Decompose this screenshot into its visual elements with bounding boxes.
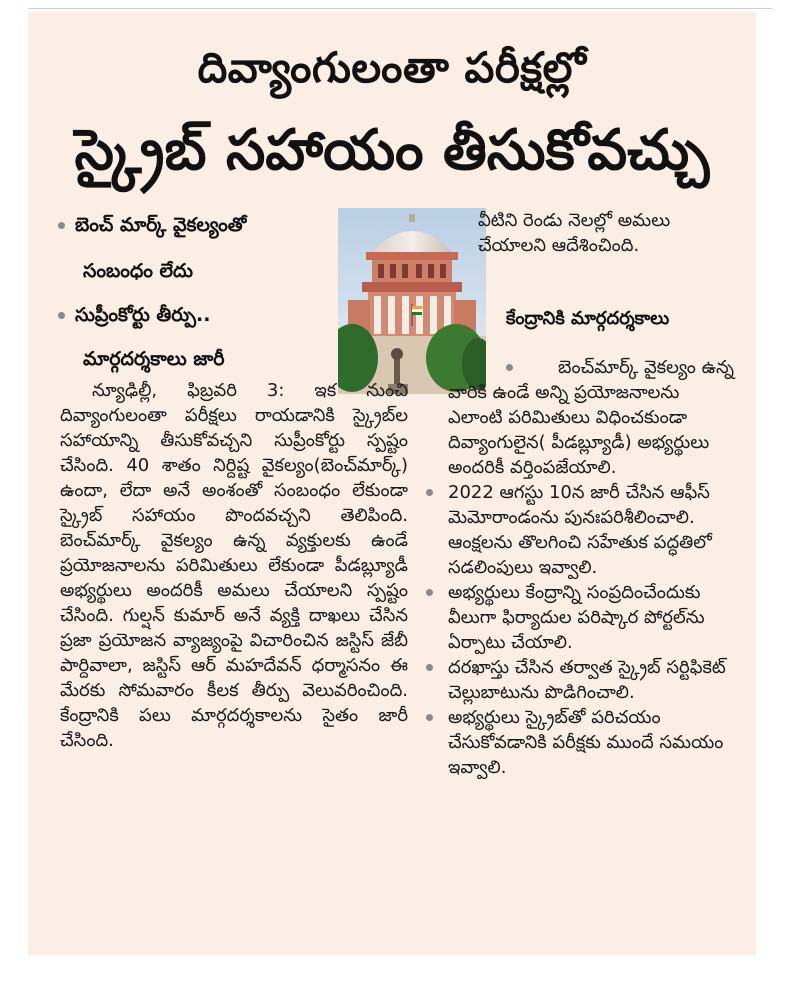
highlight-2: [58, 302, 210, 328]
bullet-icon: [58, 222, 65, 229]
guidelines-list: [414, 355, 736, 780]
body-paragraph: న్యూఢిల్లీ, ఫిబ్రవరి 3: ఇక నుంచి దివ్యాంగులంతా పరీక్షలు రాయడానికి స్క్రైబ్‌ల సహాయాన్ని తీసుకోవచ్చని సుప్రీంకోర్టు స్పష్టం చేసింది. 40 శాతం నిర్దిష్ట వైకల్యం(బెంచ్‌మార్క్) ఉందా, లేదా అనే అంశంతో సంబంధం లేకుండా స్క్రైబ్ సహాయం పొందవచ్చని తెలిపింది. బెంచ్‌మార్క్ వైకల్యం ఉన్న వ్యక్తులకు ఉండే ప్రయోజనాలను పరిమితులు లేకుండా పీడబ్ల్యూడీ అభ్యర్థులు అందరికీ అమలు చేయాలని స్పష్టం చేసింది. గుల్షన్ కుమార్ అనే వ్యక్తి దాఖలు చేసిన ప్రజా ప్రయోజన వ్యాజ్యంపై విచారించిన జస్టిస్ జేబీ పార్దివాలా, జస్టిస్ ఆర్ మహదేవన్ ధర్మాసనం ఈ మేరకు సోమవారం కీలక తీర్పు వెలువరించింది. కేంద్రానికి పలు మార్గదర్శకాలను సైతం జారీ చేసింది.: [60, 380, 408, 751]
top-rule: [28, 8, 772, 9]
highlight-2-text: సుప్రీంకోర్టు తీర్పు..: [75, 304, 211, 326]
main-body-column: [60, 378, 408, 753]
headline-line-2: స్క్రైబ్ సహాయం తీసుకోవచ్చు: [74, 118, 710, 183]
guideline-item: [414, 580, 736, 655]
guideline-item: [414, 655, 736, 705]
news-article: [28, 12, 756, 955]
bullet-icon: [58, 312, 65, 319]
guideline-text: 2022 ఆగస్టు 10న జారీ చేసిన ఆఫీస్ మెమోరాండంను పునఃపరిశీలించాలి. ఆంక్షలను తొలగించి సహేతుక పద్ధతిలో సడలింపులు ఇవ్వాలి.: [448, 482, 712, 578]
guideline-text: అభ్యర్థులు కేంద్రాన్ని సంప్రదించేందుకు వీలుగా ఫిర్యాదుల పరిష్కార పోర్టల్‌ను ఏర్పాటు చేయాలి.: [448, 582, 705, 653]
intro-paragraph: వీటిని రెండు నెలల్లో అమలు చేయాలని ఆదేశించింది.: [478, 210, 671, 256]
guideline-text: అభ్యర్థులు స్క్రైబ్‌తో పరిచయం చేసుకోవడానికి పరీక్షకు ముందే సమయం ఇవ్వాలి.: [448, 707, 724, 778]
guidelines-heading: కేంద్రానికి మార్గదర్శకాలు: [506, 308, 670, 329]
highlight-1-cont: సంబంధం లేదు: [83, 260, 193, 282]
guideline-item: [414, 480, 736, 580]
bullet-icon: [426, 714, 433, 721]
column-3-intro: [478, 208, 736, 258]
bullet-icon: [506, 364, 513, 371]
guideline-text: బెంచ్‌మార్క్ వైకల్యం ఉన్న వారికి ఉండే అన్ని ప్రయోజనాలను ఎలాంటి పరిమితులు విధించకుండా దివ్యాంగులైన( పీడబ్ల్యూడీ) అభ్యర్థులు అందరికీ వర్తింపజేయాలి.: [448, 357, 734, 478]
guideline-item: [414, 355, 736, 480]
bullet-icon: [426, 489, 433, 496]
bullet-icon: [426, 664, 433, 671]
highlight-2-cont: మార్గదర్శకాలు జారీ: [83, 348, 225, 370]
guideline-text: దరఖాస్తు చేసిన తర్వాత స్క్రైబ్ సర్టిఫికెట్ చెల్లుబాటును పొడిగించాలి.: [448, 657, 726, 703]
highlight-1: [58, 212, 246, 238]
guideline-item: [414, 705, 736, 780]
bullet-icon: [426, 589, 433, 596]
headline-line-1: దివ్యాంగులంతా పరీక్షల్లో: [197, 43, 587, 92]
highlight-1-text: బెంచ్ మార్క్ వైకల్యంతో: [75, 214, 247, 236]
